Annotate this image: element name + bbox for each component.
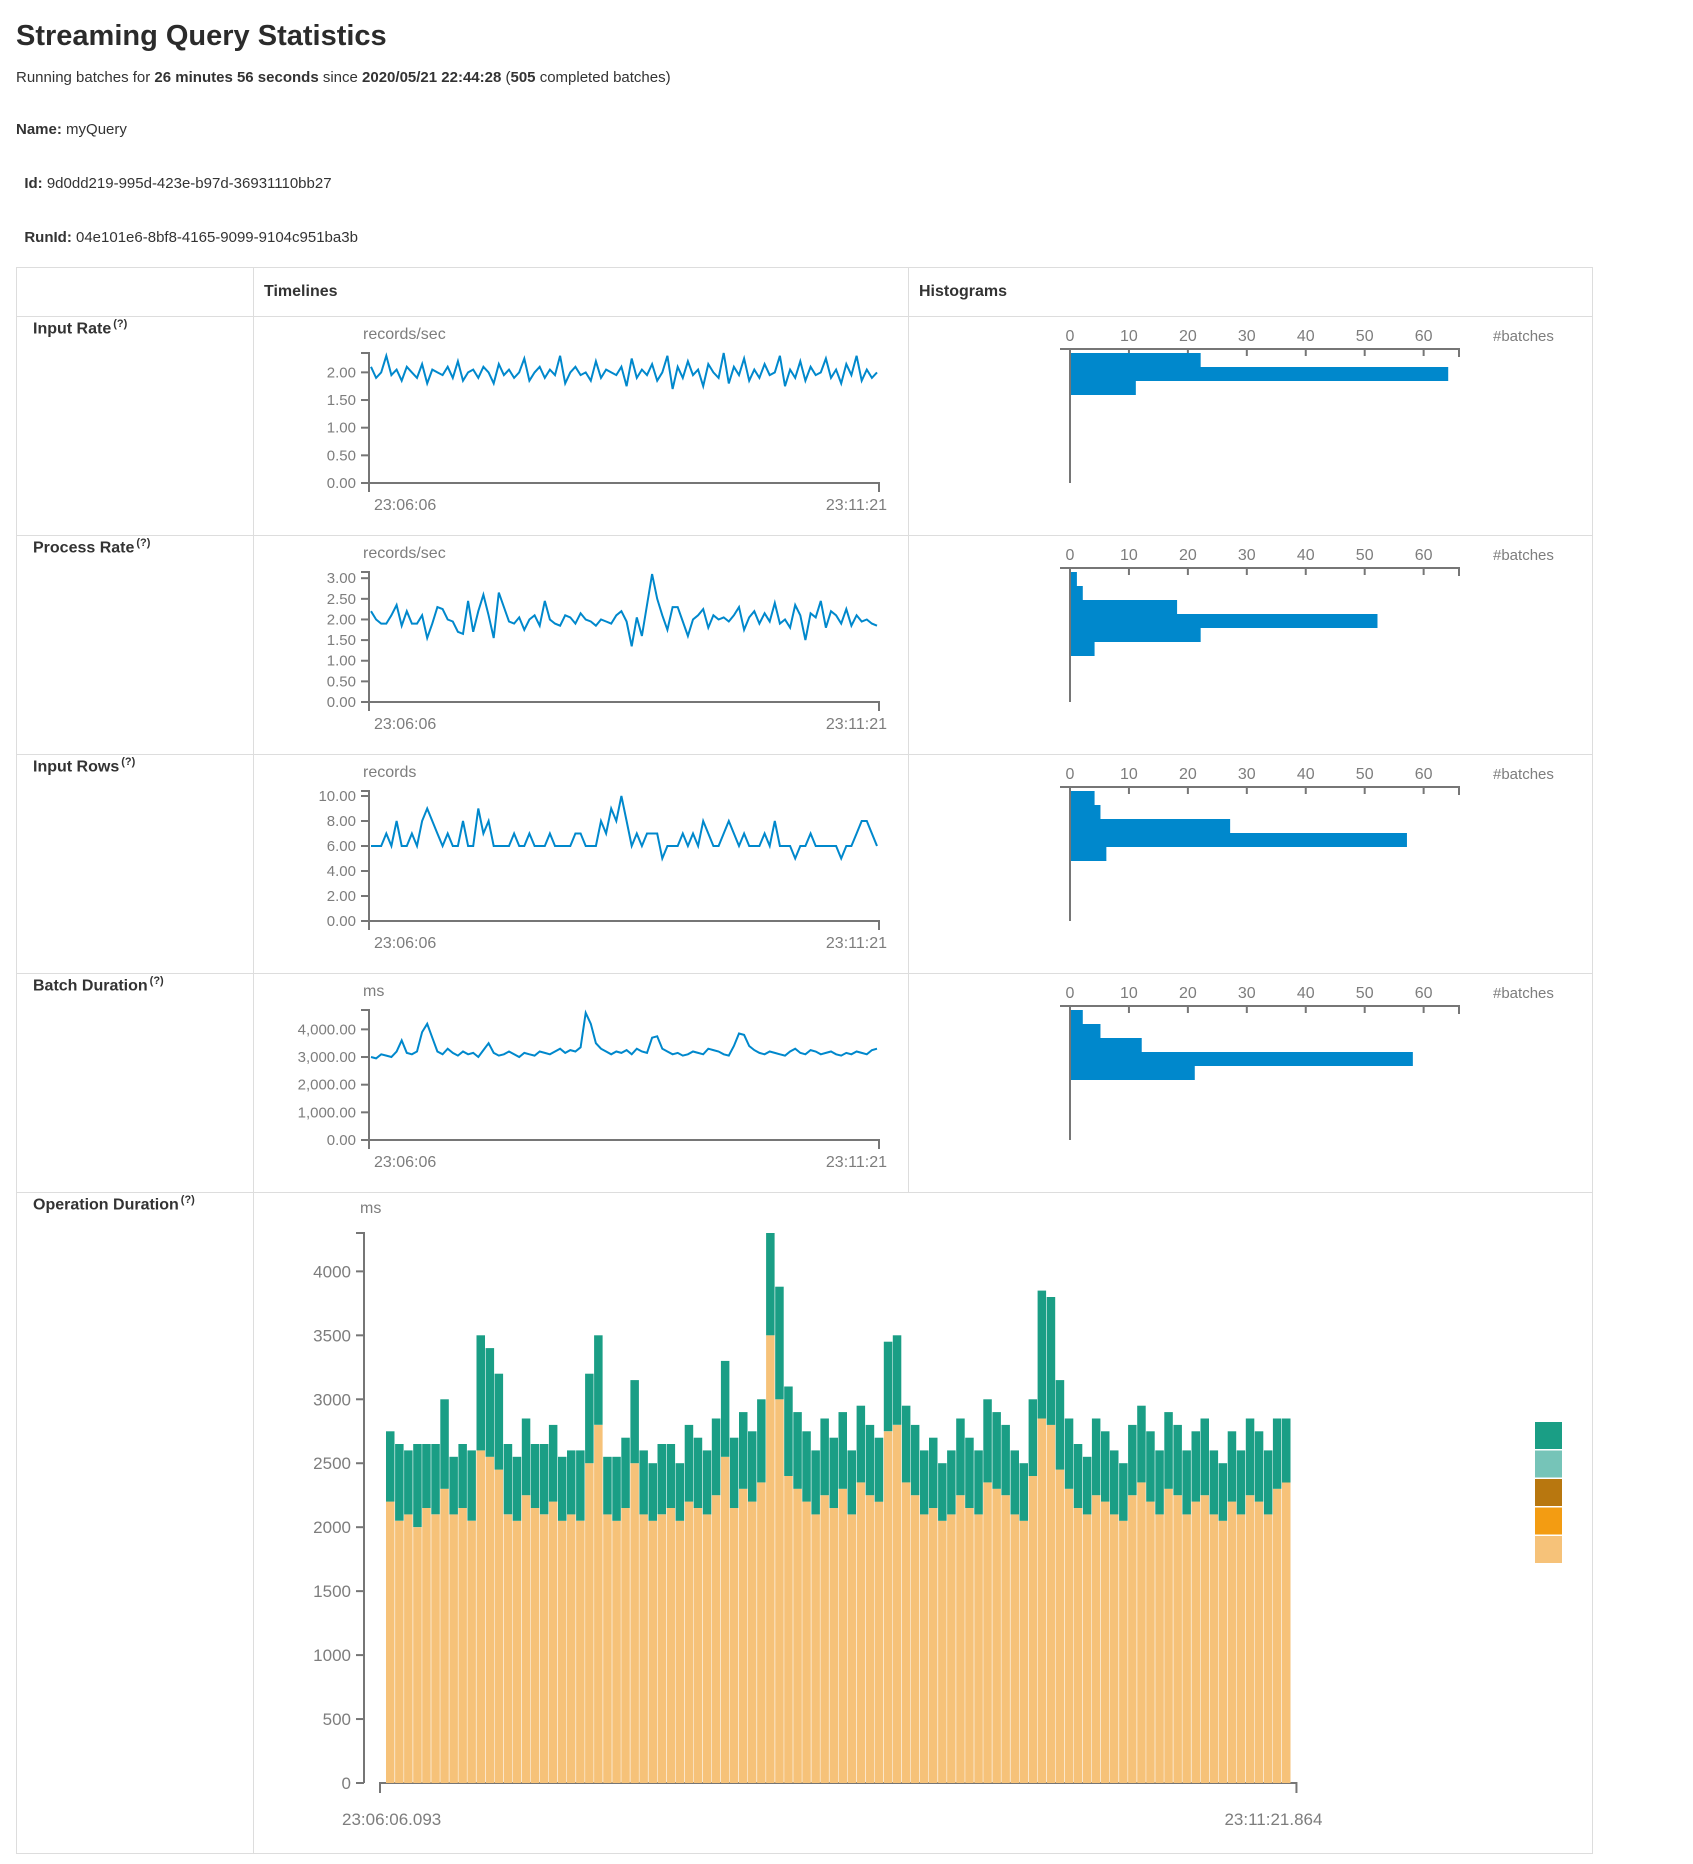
unit-label: ms (363, 983, 385, 1000)
unit-label: records/sec (363, 545, 446, 562)
svg-text:40: 40 (1296, 547, 1315, 564)
process-rate-label-cell (17, 536, 254, 755)
input-rate-help-icon[interactable]: (?) (113, 318, 128, 330)
batches-axis-label: #batches (1493, 766, 1554, 783)
svg-text:30: 30 (1237, 547, 1256, 564)
unit-label: records/sec (363, 326, 446, 343)
process-rate-timeline-chart (254, 542, 904, 754)
svg-text:1000: 1000 (313, 1646, 351, 1666)
page-title: Streaming Query Statistics (16, 20, 387, 52)
svg-text:10: 10 (1120, 547, 1138, 564)
input-rate-label-cell (17, 317, 254, 536)
batch-duration-label-cell (17, 974, 254, 1193)
x-start-label: 23:06:06.093 (342, 1810, 442, 1829)
process-rate-timeline-cell (254, 536, 909, 755)
svg-text:0: 0 (1065, 766, 1075, 783)
svg-text:1.00: 1.00 (326, 419, 356, 437)
svg-text:50: 50 (1355, 547, 1374, 564)
svg-text:8.00: 8.00 (326, 813, 356, 830)
svg-text:10: 10 (1120, 766, 1138, 783)
batches-axis-label: #batches (1493, 328, 1554, 345)
running-duration: 26 minutes 56 seconds (154, 69, 319, 86)
svg-text:0: 0 (1065, 547, 1075, 564)
x-start-label: 23:06:06 (374, 497, 437, 514)
input-rows-histogram-chart (909, 755, 1589, 969)
svg-text:10.00: 10.00 (318, 788, 356, 805)
x-end-label: 23:11:21 (825, 497, 887, 514)
input-rate-row (17, 317, 1593, 536)
completed-batches-count: 505 (510, 69, 536, 86)
svg-text:0.00: 0.00 (326, 475, 356, 492)
svg-text:3500: 3500 (313, 1326, 351, 1346)
svg-text:4000: 4000 (313, 1262, 351, 1282)
batch-duration-histogram-chart (909, 974, 1589, 1188)
input-rows-histogram-cell (909, 755, 1593, 974)
running-summary: Running batches for 26 minutes 56 seconds since 2020/05/21 22:44:28 (505 completed batches) (16, 69, 671, 86)
svg-text:2.00: 2.00 (326, 364, 356, 382)
operation-duration-cell (254, 1193, 1593, 1854)
svg-text:1.50: 1.50 (326, 392, 356, 410)
svg-text:500: 500 (322, 1710, 351, 1730)
svg-text:50: 50 (1355, 985, 1374, 1002)
input-rows-row (17, 755, 1593, 974)
start-time: 2020/05/21 22:44:28 (362, 69, 502, 86)
row-label-column-header (17, 268, 254, 317)
input-rate-histogram-cell (909, 317, 1593, 536)
svg-text:1,000.00: 1,000.00 (297, 1104, 356, 1122)
svg-text:40: 40 (1296, 766, 1315, 783)
operation-duration-label: Operation Duration (33, 1196, 179, 1214)
histograms-column-header: Histograms (909, 268, 1593, 317)
timeline-line (371, 796, 877, 859)
input-rate-timeline-chart (254, 323, 904, 535)
histogram-bars (1071, 353, 1448, 395)
process-rate-label: Process Rate (33, 539, 135, 557)
batches-axis-label: #batches (1493, 985, 1554, 1002)
svg-text:2.00: 2.00 (326, 611, 356, 629)
svg-text:30: 30 (1237, 985, 1256, 1002)
svg-text:0.00: 0.00 (326, 694, 356, 711)
x-end-label: 23:11:21.864 (1224, 1810, 1323, 1829)
batch-duration-timeline-chart (254, 980, 904, 1192)
stacked-bars (386, 1233, 1291, 1783)
input-rate-timeline-cell (254, 317, 909, 536)
timeline-line (371, 574, 877, 646)
operation-duration-row (17, 1193, 1593, 1854)
svg-text:30: 30 (1237, 766, 1256, 783)
x-end-label: 23:11:21 (825, 935, 887, 952)
batches-axis-label: #batches (1493, 547, 1554, 564)
legend-swatch-2 (1535, 1451, 1562, 1478)
x-start-label: 23:06:06 (374, 935, 437, 952)
svg-text:0: 0 (341, 1774, 351, 1793)
svg-text:6.00: 6.00 (326, 838, 356, 855)
unit-label: records (363, 764, 417, 781)
x-end-label: 23:11:21 (825, 716, 887, 733)
histogram-bars (1071, 572, 1377, 656)
svg-text:3000: 3000 (313, 1390, 351, 1410)
batch-duration-row (17, 974, 1593, 1193)
process-rate-help-icon[interactable]: (?) (136, 537, 151, 549)
svg-text:3.00: 3.00 (326, 570, 356, 588)
process-rate-histogram-chart (909, 536, 1589, 750)
svg-text:10: 10 (1120, 328, 1138, 345)
svg-text:2.50: 2.50 (326, 590, 356, 608)
query-runid-value: 04e101e6-8bf8-4165-9099-9104c951ba3b (71, 229, 358, 246)
x-end-label: 23:11:21 (825, 1154, 887, 1171)
svg-text:0: 0 (1065, 985, 1075, 1002)
input-rows-label-cell (17, 755, 254, 974)
svg-text:20: 20 (1178, 985, 1197, 1002)
svg-text:20: 20 (1178, 766, 1197, 783)
svg-text:3,000.00: 3,000.00 (297, 1049, 356, 1067)
svg-text:50: 50 (1355, 328, 1374, 345)
svg-text:30: 30 (1237, 328, 1256, 345)
input-rows-timeline-chart (254, 761, 904, 973)
svg-text:0.50: 0.50 (326, 673, 356, 691)
timeline-line (371, 1013, 877, 1059)
legend-swatch-4 (1535, 1508, 1562, 1535)
input-rate-histogram-chart (909, 317, 1589, 531)
svg-text:60: 60 (1414, 766, 1433, 783)
svg-text:0: 0 (1065, 328, 1075, 345)
query-name-label: Name: (16, 121, 62, 138)
query-runid-label: RunId: (24, 229, 72, 246)
svg-text:0.00: 0.00 (326, 913, 356, 930)
operation-duration-label-cell (17, 1193, 254, 1854)
input-rows-timeline-cell (254, 755, 909, 974)
process-rate-histogram-cell (909, 536, 1593, 755)
timelines-column-header: Timelines (254, 268, 909, 317)
operation-duration-chart (254, 1193, 1591, 1853)
svg-text:40: 40 (1296, 328, 1315, 345)
operation-duration-help-icon[interactable]: (?) (180, 1194, 195, 1206)
batch-duration-help-icon[interactable]: (?) (149, 975, 164, 987)
svg-text:60: 60 (1414, 328, 1433, 345)
svg-text:40: 40 (1296, 985, 1315, 1002)
svg-text:20: 20 (1178, 547, 1197, 564)
query-name-line (16, 116, 1693, 251)
svg-text:10: 10 (1120, 985, 1138, 1002)
svg-text:4,000.00: 4,000.00 (297, 1021, 356, 1039)
svg-text:1500: 1500 (313, 1582, 351, 1602)
svg-text:1.50: 1.50 (326, 632, 356, 650)
svg-text:2500: 2500 (313, 1454, 351, 1474)
query-name-value: myQuery (61, 121, 127, 138)
input-rows-label: Input Rows (33, 758, 120, 776)
stats-table (16, 267, 1593, 1854)
batch-duration-histogram-cell (909, 974, 1593, 1193)
svg-text:60: 60 (1414, 985, 1433, 1002)
x-start-label: 23:06:06 (374, 1154, 437, 1171)
svg-text:2000: 2000 (313, 1518, 351, 1538)
svg-text:50: 50 (1355, 766, 1374, 783)
svg-text:1.00: 1.00 (326, 652, 356, 670)
process-rate-row (17, 536, 1593, 755)
batch-duration-label: Batch Duration (33, 977, 148, 995)
timeline-line (371, 353, 877, 389)
legend-swatch-5 (1535, 1536, 1562, 1563)
batch-duration-timeline-cell (254, 974, 909, 1193)
input-rows-help-icon[interactable]: (?) (121, 756, 136, 768)
header-row (17, 268, 1593, 317)
legend-swatch-1 (1535, 1422, 1562, 1449)
legend-swatch-3 (1535, 1479, 1562, 1506)
svg-text:2.00: 2.00 (326, 888, 356, 905)
svg-text:0.00: 0.00 (326, 1132, 356, 1149)
svg-text:20: 20 (1178, 328, 1197, 345)
svg-text:4.00: 4.00 (326, 863, 356, 880)
input-rate-label: Input Rate (33, 320, 112, 338)
histogram-bars (1071, 791, 1407, 861)
x-start-label: 23:06:06 (374, 716, 437, 733)
svg-text:0.50: 0.50 (326, 447, 356, 465)
query-id-value: 9d0dd219-995d-423e-b97d-36931110bb27 (42, 175, 332, 192)
svg-text:2,000.00: 2,000.00 (297, 1076, 356, 1094)
svg-text:60: 60 (1414, 547, 1433, 564)
query-id-label: Id: (24, 175, 43, 192)
histogram-bars (1071, 1010, 1413, 1080)
unit-label: ms (360, 1200, 382, 1217)
